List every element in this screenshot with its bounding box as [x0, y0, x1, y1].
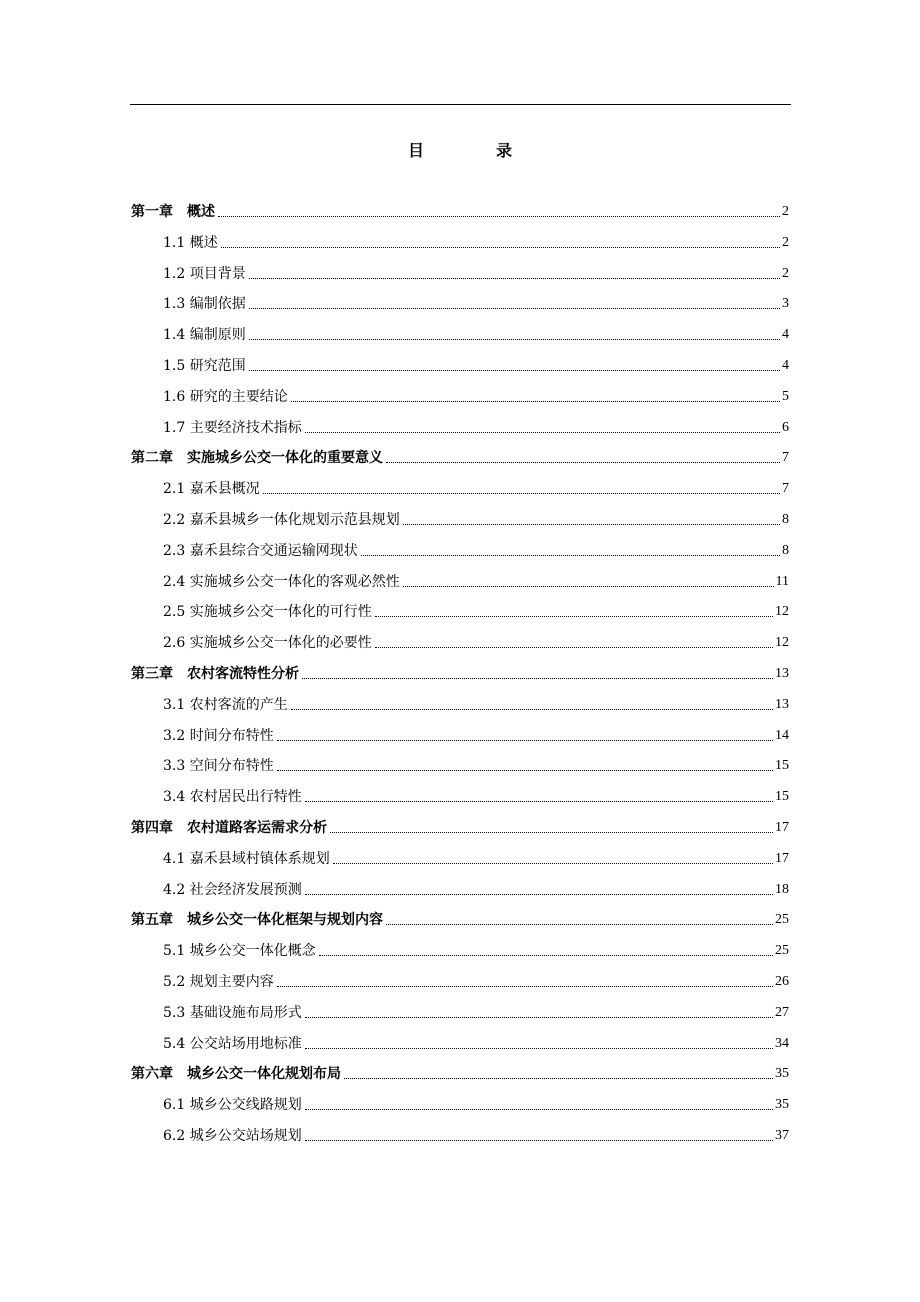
toc-entry-page-number: 4: [782, 358, 789, 373]
toc-entry-page-number: 8: [782, 542, 789, 558]
toc-chapter-entry[interactable]: [131, 200, 789, 222]
toc-entry-page-number: 2: [782, 265, 789, 281]
toc-entry-page-number: 17: [775, 850, 789, 866]
toc-entry-page-number: 2: [782, 204, 789, 219]
toc-entry-label: 4.2 社会经济发展预测: [163, 881, 302, 898]
toc-entry-page-number: 37: [775, 1128, 789, 1143]
toc-section-entry[interactable]: [163, 416, 789, 438]
dot-leader: [403, 586, 774, 587]
toc-section-entry[interactable]: [163, 600, 789, 622]
toc-entry-label: 1.7 主要经济技术指标: [163, 419, 302, 436]
dot-leader: [249, 370, 780, 371]
toc-section-entry[interactable]: [163, 631, 789, 653]
dot-leader: [305, 1109, 773, 1110]
toc-entry-page-number: 12: [775, 635, 789, 651]
dot-leader: [263, 493, 780, 494]
toc-entry-label: 2.4 实施城乡公交一体化的客观必然性: [163, 573, 400, 590]
toc-entry-label: 5.2 规划主要内容: [163, 974, 274, 990]
dot-leader: [249, 339, 780, 340]
toc-entry-page-number: 25: [775, 912, 789, 928]
toc-entry-page-number: 2: [782, 234, 789, 250]
header-rule: [130, 104, 791, 105]
toc-title: 目 录: [407, 141, 540, 160]
toc-section-entry[interactable]: [163, 354, 789, 376]
toc-entry-page-number: 7: [782, 450, 789, 466]
toc-entry-label: 2.2 嘉禾县城乡一体化规划示范县规划: [163, 512, 400, 528]
toc-entry-page-number: 3: [782, 296, 789, 312]
toc-section-entry[interactable]: [163, 1093, 789, 1115]
toc-entry-page-number: 13: [775, 696, 789, 712]
toc-entry-label: 5.1 城乡公交一体化概念: [163, 943, 316, 960]
toc-entry-page-number: 6: [782, 419, 789, 435]
dot-leader: [386, 924, 773, 925]
toc-section-entry[interactable]: [163, 477, 789, 499]
dot-leader: [221, 247, 780, 248]
toc-chapter-entry[interactable]: [131, 1062, 789, 1084]
toc-section-entry[interactable]: [163, 754, 789, 776]
toc-section-entry[interactable]: [163, 508, 789, 530]
dot-leader: [361, 555, 780, 556]
toc-entry-label: 第一章 概述: [131, 204, 215, 220]
dot-leader: [305, 894, 773, 895]
toc-section-entry[interactable]: [163, 231, 789, 253]
toc-entry-page-number: 5: [782, 388, 789, 404]
dot-leader: [344, 1078, 773, 1079]
toc-entry-page-number: 17: [775, 820, 789, 835]
dot-leader: [375, 616, 773, 617]
dot-leader: [277, 986, 773, 987]
toc-entry-label: 6.1 城乡公交线路规划: [163, 1097, 302, 1114]
dot-leader: [277, 740, 773, 741]
toc-entry-page-number: 15: [775, 758, 789, 774]
toc-chapter-entry[interactable]: [131, 908, 789, 930]
toc-section-entry[interactable]: [163, 1124, 789, 1146]
toc-section-entry[interactable]: [163, 970, 789, 992]
toc-entry-page-number: 35: [775, 1066, 789, 1082]
toc-section-entry[interactable]: [163, 878, 789, 900]
toc-entry-label: 1.6 研究的主要结论: [163, 388, 288, 405]
dot-leader: [291, 401, 780, 402]
dot-leader: [305, 1140, 773, 1141]
dot-leader: [249, 278, 780, 279]
toc-entry-label: 第二章 实施城乡公交一体化的重要意义: [131, 450, 383, 467]
toc-section-entry[interactable]: [163, 292, 789, 314]
toc-section-entry[interactable]: [163, 570, 789, 592]
toc-section-entry[interactable]: [163, 323, 789, 345]
toc-entry-label: 2.5 实施城乡公交一体化的可行性: [163, 604, 372, 621]
toc-entry-page-number: 34: [775, 1035, 789, 1051]
toc-entry-label: 第四章 农村道路客运需求分析: [131, 820, 327, 836]
dot-leader: [277, 770, 773, 771]
toc-entry-page-number: 15: [775, 789, 789, 805]
toc-section-entry[interactable]: [163, 1032, 789, 1054]
dot-leader: [319, 955, 773, 956]
toc-entry-label: 3.3 空间分布特性: [163, 758, 274, 775]
toc-entry-label: 1.5 研究范围: [163, 358, 246, 374]
toc-entry-label: 5.4 公交站场用地标准: [163, 1035, 302, 1052]
toc-entry-label: 第五章 城乡公交一体化框架与规划内容: [131, 912, 383, 929]
toc-entry-label: 4.1 嘉禾县域村镇体系规划: [163, 850, 330, 867]
toc-entry-page-number: 35: [775, 1097, 789, 1113]
toc-section-entry[interactable]: [163, 724, 789, 746]
toc-entry-label: 3.2 时间分布特性: [163, 727, 274, 744]
toc-chapter-entry[interactable]: [131, 662, 789, 684]
dot-leader: [403, 524, 780, 525]
toc-entry-label: 第六章 城乡公交一体化规划布局: [131, 1066, 341, 1083]
dot-leader: [330, 832, 773, 833]
toc-entry-page-number: 13: [775, 666, 789, 681]
toc-entry-page-number: 8: [782, 512, 789, 527]
toc-entry-page-number: 4: [782, 327, 789, 343]
toc-section-entry[interactable]: [163, 847, 789, 869]
toc-entry-page-number: 26: [775, 974, 789, 989]
toc-entry-label: 1.4 编制原则: [163, 327, 246, 344]
toc-chapter-entry[interactable]: [131, 446, 789, 468]
dot-leader: [305, 1048, 773, 1049]
toc-section-entry[interactable]: [163, 939, 789, 961]
toc-entry-label: 3.1 农村客流的产生: [163, 696, 288, 713]
toc-section-entry[interactable]: [163, 693, 789, 715]
dot-leader: [305, 801, 773, 802]
toc-entry-page-number: 12: [775, 604, 789, 620]
toc-entry-page-number: 11: [775, 573, 789, 589]
toc-section-entry[interactable]: [163, 1001, 789, 1023]
toc-entry-label: 5.3 基础设施布局形式: [163, 1004, 302, 1021]
toc-entry-label: 2.1 嘉禾县概况: [163, 481, 260, 498]
toc-section-entry[interactable]: [163, 539, 789, 561]
toc-entry-label: 2.3 嘉禾县综合交通运输网现状: [163, 542, 358, 559]
toc-section-entry[interactable]: [163, 262, 789, 284]
dot-leader: [375, 647, 773, 648]
toc-entry-page-number: 25: [775, 943, 789, 959]
dot-leader: [302, 678, 773, 679]
toc-entry-page-number: 14: [775, 727, 789, 743]
dot-leader: [305, 1017, 773, 1018]
toc-entry-label: 3.4 农村居民出行特性: [163, 789, 302, 806]
dot-leader: [333, 863, 773, 864]
dot-leader: [218, 216, 780, 217]
dot-leader: [291, 709, 773, 710]
dot-leader: [305, 432, 780, 433]
toc-entry-page-number: 27: [775, 1004, 789, 1020]
toc-entry-label: 1.2 项目背景: [163, 265, 246, 282]
toc-entry-label: 第三章 农村客流特性分析: [131, 666, 299, 682]
toc-entry-page-number: 18: [775, 881, 789, 897]
toc-section-entry[interactable]: [163, 785, 789, 807]
dot-leader: [386, 462, 780, 463]
toc-chapter-entry[interactable]: [131, 816, 789, 838]
toc-entry-label: 6.2 城乡公交站场规划: [163, 1128, 302, 1144]
toc-section-entry[interactable]: [163, 385, 789, 407]
toc-entry-page-number: 7: [782, 481, 789, 497]
dot-leader: [249, 308, 780, 309]
toc-entry-label: 2.6 实施城乡公交一体化的必要性: [163, 635, 372, 652]
toc-entry-label: 1.3 编制依据: [163, 296, 246, 313]
toc-entry-label: 1.1 概述: [163, 234, 218, 251]
